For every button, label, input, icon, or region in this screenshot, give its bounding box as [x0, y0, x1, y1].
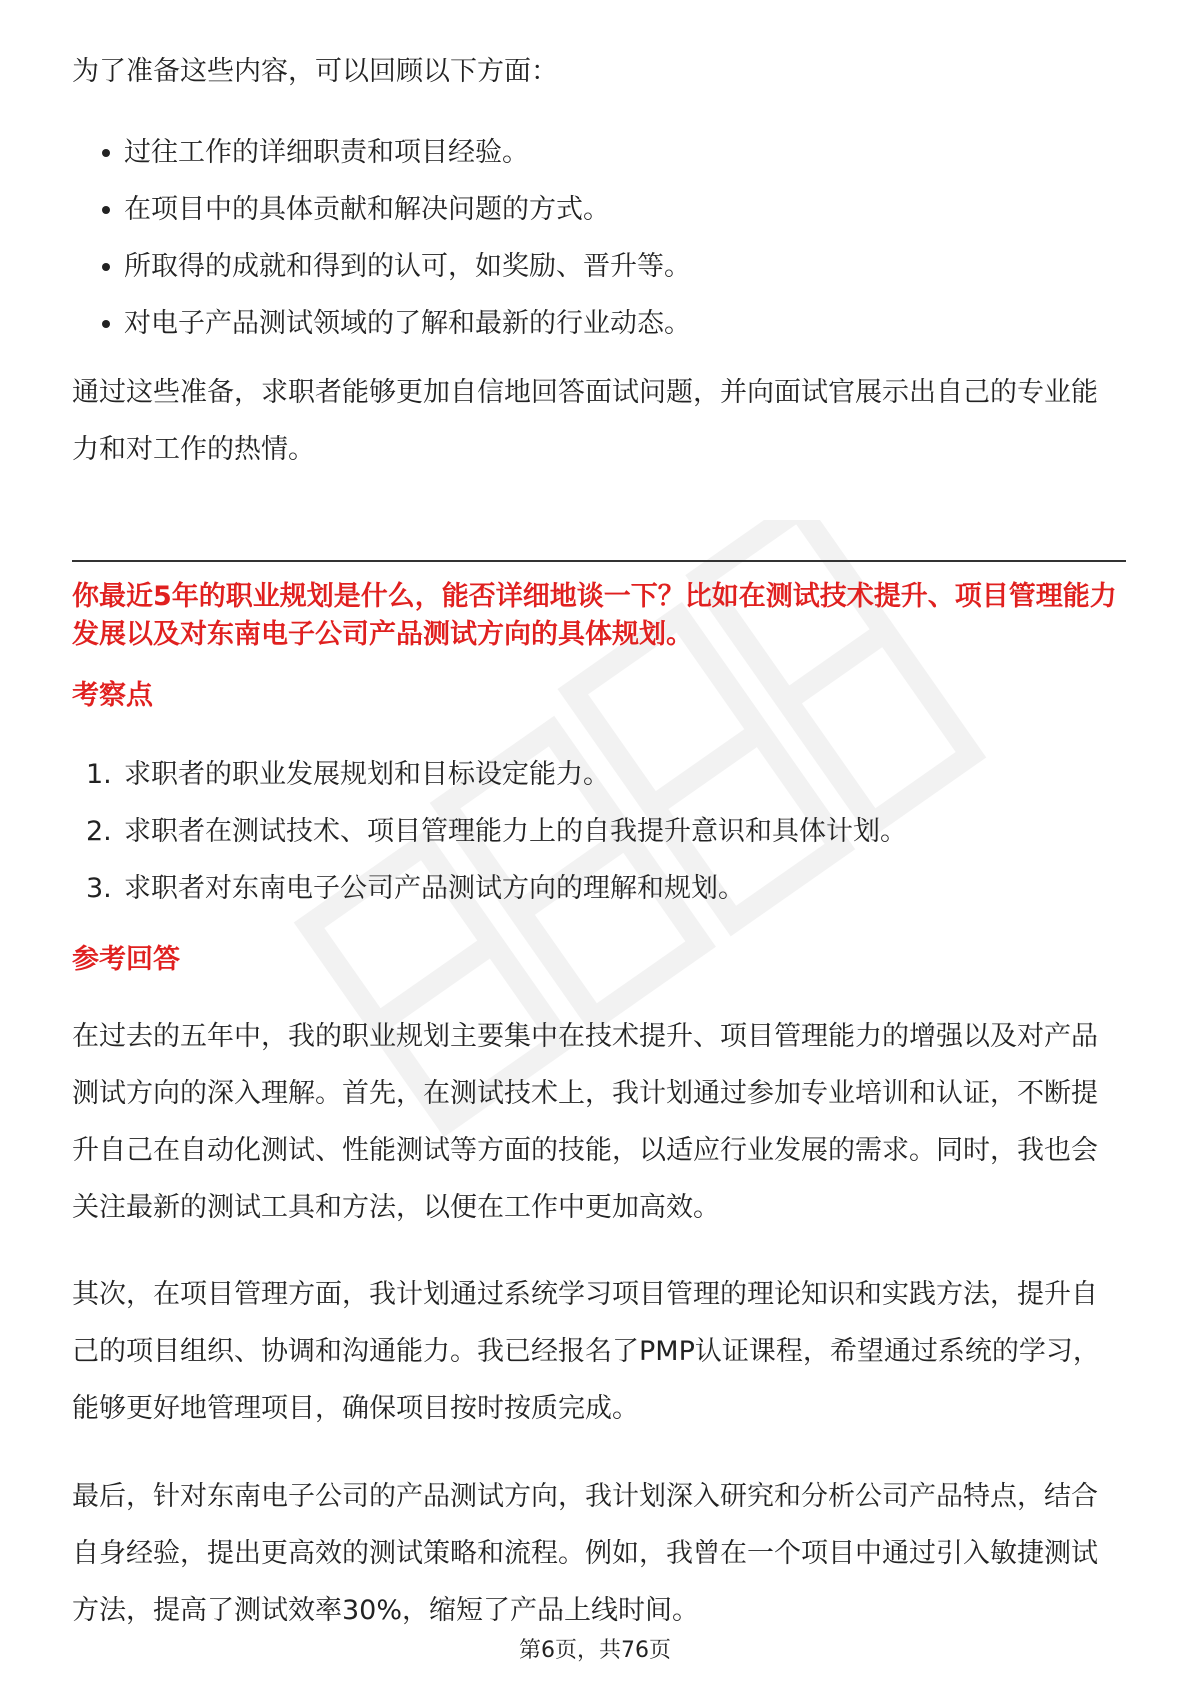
list-item: 在项目中的具体贡献和解决问题的方式。: [72, 181, 1112, 238]
section-divider: [72, 560, 1126, 562]
list-item: 对电子产品测试领域的了解和最新的行业动态。: [72, 295, 1112, 352]
list-item: 过往工作的详细职责和项目经验。: [72, 124, 1112, 181]
list-item: [72, 860, 1112, 917]
list-number: 2.: [86, 816, 112, 847]
answer-paragraph: 最后，针对东南电子公司的产品测试方向，我计划深入研究和分析公司产品特点，结合自身经验，提出更高效的测试策略和流程。例如，我曾在一个项目中通过引入敏捷测试方法，提高了测试效率30%，缩短了产品上线时间。: [72, 1481, 1098, 1626]
list-item-text: 求职者的职业发展规划和目标设定能力。: [124, 759, 610, 790]
interview-question: 你最近5年的职业规划是什么，能否详细地谈一下？比如在测试技术提升、项目管理能力发展以及对东南电子公司产品测试方向的具体规划。: [72, 581, 1117, 650]
focus-heading: 考察点: [72, 680, 153, 711]
list-item: [72, 803, 1112, 860]
intro-closing-paragraph: 通过这些准备，求职者能够更加自信地回答面试问题，并向面试官展示出自己的专业能力和对工作的热情。: [72, 377, 1098, 465]
list-item-text: 求职者对东南电子公司产品测试方向的理解和规划。: [124, 873, 745, 904]
list-item: 所取得的成就和得到的认可，如奖励、晋升等。: [72, 238, 1112, 295]
page-number-footer: 第6页，共76页: [519, 1638, 671, 1663]
answer-paragraph: 其次，在项目管理方面，我计划通过系统学习项目管理的理论知识和实践方法，提升自己的项目组织、协调和沟通能力。我已经报名了PMP认证课程，希望通过系统的学习，能够更好地管理项目，确保项目按时按质完成。: [72, 1279, 1100, 1424]
answer-heading: 参考回答: [72, 944, 180, 975]
intro-bullet-list: [72, 124, 1112, 352]
answer-paragraph: 在过去的五年中，我的职业规划主要集中在技术提升、项目管理能力的增强以及对产品测试方向的深入理解。首先，在测试技术上，我计划通过参加专业培训和认证，不断提升自己在自动化测试、性能测试等方面的技能，以适应行业发展的需求。同时，我也会关注最新的测试工具和方法，以便在工作中更加高效。: [72, 1021, 1098, 1223]
list-item: [72, 746, 1112, 803]
list-number: 3.: [86, 873, 112, 904]
intro-lead: 为了准备这些内容，可以回顾以下方面：: [72, 56, 558, 87]
focus-list: [72, 746, 1112, 917]
list-item-text: 求职者在测试技术、项目管理能力上的自我提升意识和具体计划。: [124, 816, 907, 847]
list-number: 1.: [86, 759, 112, 790]
